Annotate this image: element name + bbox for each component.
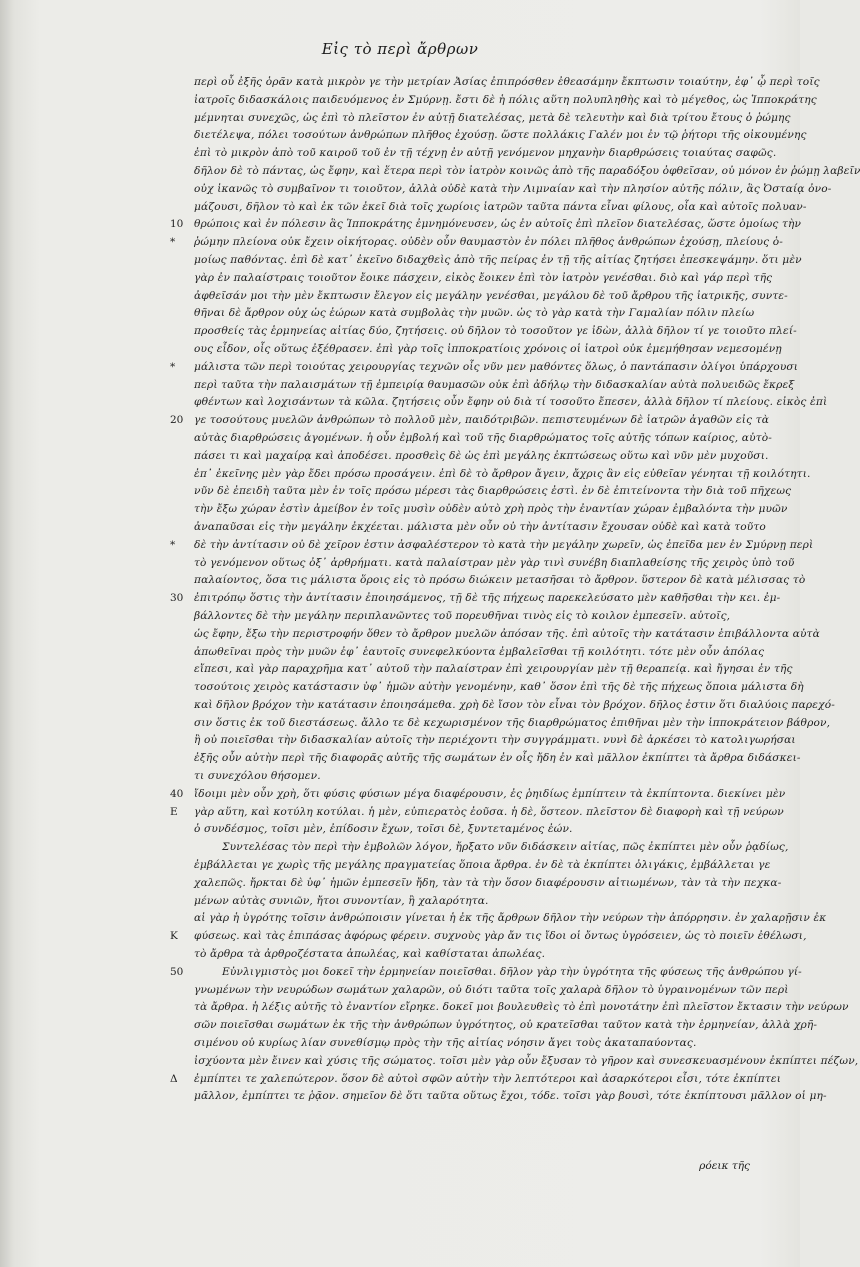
- text-line: βάλλοντες δὲ τὴν μεγάλην περιπλανῶντες τοῦ πορευθῆναι τινὸς εἰς τὸ κοιλον ἐμπεσεῖν. αὐτοῖς,: [194, 609, 731, 622]
- text-line: μοίως παθόντας. ἐπὶ δὲ κατ᾽ ἐκεῖνο διδαχθεὶς ἀπὸ τῆς πείρας ἐν τῇ τῆς αἰτίας ζητήσει ἐπεσκεψάμην. ὅτι μὲν: [194, 253, 802, 266]
- text-line: θρώποις καὶ ἐν πόλεσιν ἃς Ἱπποκράτης ἐμνημόνευσεν, ὡς ἐν αὐτοῖς ἐπὶ πλεῖον διατελέσας, ὥστε ὁμοίως τὴν: [194, 218, 802, 231]
- text-line: ἴδοιμι μὲν οὖν χρὴ, ὅτι φύσις φύσιων μέγα διαφέρουσιν, ἐς ῥηιδίως ἐμπίπτειν τὰ ἐκπίπτοντα. διεκίνει μὲν: [194, 787, 786, 800]
- text-line: δῆλον δὲ τὸ πάντας, ὡς ἔφην, καὶ ἕτερα περὶ τὸν ἰατρὸν κοινῶς ἀπὸ τῆς παραδόξου ὀφθεῖσαν, οὐ μόνον ἐν ῥώμῃ λαβεῖν: [194, 164, 860, 177]
- margin-mark: *: [170, 236, 176, 249]
- text-line: αἱ γὰρ ἡ ὑγρότης τοῖσιν ἀνθρώποισιν γίνεται ἡ ἐκ τῆς ἄρθρων δῆλον τὴν νεύρων τὴν ἀπόρρησιν. ἐν χαλαρῇσιν ἐκ: [194, 912, 827, 925]
- margin-mark: 40: [170, 788, 184, 800]
- text-line: τοσούτοις χειρὸς κατάστασιν ὑφ᾽ ἡμῶν αὐτὴν γενομένην, καθ᾽ ὅσον ἐπὶ τῆς δὲ τῆς πήχεως ὅποια μάλιστα δὴ: [194, 681, 804, 694]
- text-line: ὁ συνδέσμος, τοῖσι μὲν, ἐπίδοσιν ἔχων, τοῖσι δὲ, ξυντεταμένος ἐών.: [194, 823, 573, 836]
- body-text: [194, 74, 860, 1106]
- text-line: μένων αὐτὰς συνιῶν, ἤτοι συνοντίαν, ἢ χαλαρότητα.: [194, 894, 489, 907]
- text-line: μέμνηται συνεχῶς, ὡς ἐπὶ τὸ πλεῖστον ἐν αὐτῇ διατελέσας, μετὰ δὲ τελευτὴν καὶ διὰ τρίτου ἔτους ὁ ῥώμης: [194, 111, 791, 124]
- text-line: ἐπὶ τὸ μικρὸν ἀπὸ τοῦ καιροῦ τοῦ ἐν τῇ τέχνῃ ἐν αὐτῇ γενόμενον μηχανὴν διαρθρώσεις τοιαύτας σαφῶς.: [194, 147, 777, 160]
- text-line: οὐχ ἱκανῶς τὸ συμβαῖνον τι τοιοῦτον, ἀλλὰ οὐδὲ κατὰ τὴν Λιμναίαν καὶ τὴν πλησίον αὐτῆς πόλιν, ἃς Ὀσταίᾳ ὀνο-: [194, 182, 832, 195]
- text-line: τὸ ἄρθρα τὰ ἀρθροζέστατα ἀπωλέας, καὶ καθίσταται ἀπωλέας.: [194, 948, 546, 961]
- text-line: μάλιστα τῶν περὶ τοιούτας χειρουργίας τεχνῶν οἷς νῦν μεν μαθόντες ὅλως, ὁ παντάπασιν ὀλίγοι ὑπάρχουσι: [194, 360, 799, 373]
- text-line: Συντελέσας τὸν περὶ τὴν ἐμβολῶν λόγον, ἤρξατο νῦν διδάσκειν αἰτίας, πῶς ἐκπίπτει μὲν οὖν ῥᾳδίως,: [222, 841, 789, 854]
- text-line: περὶ ταῦτα τὴν παλαισμάτων τῇ ἐμπειρίᾳ θαυμασῶν οὐκ ἐπὶ ἀδήλῳ τὴν διδασκαλίαν αὐτὰ πολυειδῶς ἔκρεξ: [194, 378, 795, 391]
- text-line: περὶ οὗ ἐξῆς ὁρᾶν κατὰ μικρὸν γε τὴν μετρίαν Ἀσίας ἐπιπρόσθεν ἐθεασάμην ἔκπτωσιν τοιαύτην, ἐφ᾽ ᾧ περὶ τοῖς: [194, 76, 820, 88]
- text-line: ἰατροῖς διδασκάλοις παιδευόμενος ἐν Σμύρνῃ. ἔστι δὲ ἡ πόλις αὕτη πολυπληθὴς καὶ τὸ μέγεθος, ὡς Ἱπποκράτης: [194, 93, 817, 106]
- text-line: προσθείς τὰς ἑρμηνείας αἰτίας δύο, ζητήσεις. οὐ δῆλον τὸ τοσοῦτον γε ἰδὼν, ἀλλὰ δῆλον τί γε τοιοῦτο πλεί-: [194, 325, 797, 338]
- text-line: γε τοσούτους μυελῶν ἀνθρώπων τὸ πολλοῦ μὲν, παιδότριβῶν. πεπιστευμένων δὲ ἰατρῶν ἀγαθῶν εἰς τὰ: [194, 414, 770, 427]
- text-line: μᾶλλον, ἐμπίπτει τε ῥᾷον. σημεῖον δὲ ὅτι ταῦτα οὕτως ἔχοι, τόδε. τοῖσι γὰρ βουσὶ, τότε ἐκπίπτουσι μᾶλλον οἱ μη-: [194, 1090, 827, 1103]
- text-line: τι συνεχόλου θήσομεν.: [194, 770, 321, 783]
- text-line: φθέντων καὶ λοχισάντων τὰ κῶλα. ζητήσεις οὖν ἔφην οὐ διὰ τί τοσοῦτο ἔπεσεν, ἀλλὰ δῆλον τί πλείους. εἰκὸς ἐπὶ: [194, 396, 828, 409]
- text-line: αὐτὰς διαρθρώσεις ἀγομένων. ἡ οὖν ἐμβολή καὶ τοῦ τῆς διαρθρώματος τοῖς αὐτῆς τόπων καίριος, αὐτὸ-: [194, 431, 772, 444]
- text-line: ἐπιτρόπῳ ὅστις τὴν ἀντίτασιν ἐποιησάμενος, τῇ δὲ τῆς πήχεως παρεκελεύσατο μὲν καθῆσθαι τὴν κει. ἐμ-: [194, 592, 781, 605]
- text-line: θῆναι δὲ ἄρθρον οὐχ ὡς ἑώρων κατὰ συμβολὰς τὴν μυῶν. ὡς τὸ γὰρ κατὰ τὴν Γαμαλίαν πόλιν πλείω: [194, 307, 755, 320]
- text-line: ἐμπίπτει τε χαλεπώτερον. ὅσον δὲ αὐτοὶ σφῶν αὐτὴν τὴν λεπτότεροι καὶ ἀσαρκότεροι εἶσι, τότε ἐκπίπτει: [194, 1072, 782, 1085]
- margin-mark: 10: [170, 218, 184, 231]
- text-line: εἴπεσι, καὶ γὰρ παραχρῆμα κατ᾽ αὐτοῦ τὴν παλαίστραν ἐπὶ χειρουργίαν μὲν τῇ θεραπείᾳ. καὶ ἤγησαι ἐν τῆς: [194, 663, 793, 676]
- text-line: γνωμένων τὴν νευρώδων σωμάτων χαλαρῶν, οὐ διότι ταῦτα τοῖς χαλαρὰ δῆλον τὸ ὑγραινομένων τῶν περὶ: [194, 983, 789, 996]
- margin-mark: E: [170, 805, 178, 818]
- text-line: ἐπ᾽ ἐκεῖνης μὲν γὰρ ἔδει πρόσω προσάγειν. ἐπὶ δὲ τὸ ἄρθρον ἄγειν, ἄχρις ἂν εἰς εὐθεῖαν γένηται τῇ κοιλότητι.: [194, 467, 811, 480]
- margin-mark: 20: [170, 414, 184, 427]
- text-line: ἀφθεῖσάν μοι τὴν μὲν ἔκπτωσιν ἔλεγον εἰς μεγάλην γενέσθαι, μεγάλου δὲ τοῦ ἄρθρου τῆς ἰατρικῆς, συντε-: [194, 289, 788, 302]
- text-line: μάζουσι, δῆλον τὸ καὶ ἐκ τῶν ἐκεῖ διὰ τοῖς χωρίοις ἰατρῶν ταῦτα πάντα εἶναι φίλους, οἷα καὶ αὐτοῖς πολυαν-: [194, 200, 807, 213]
- margin-mark: Δ: [170, 1072, 178, 1085]
- text-line: χαλεπῶς. ἤρκται δὲ ὑφ᾽ ἡμῶν ἐμπεσεῖν ἤδη, τὰν τὰ τὴν ὅσον διαφέρουσιν αἰτιωμένων, τὰν τὰ τὴν πεχκα-: [194, 876, 782, 889]
- text-line: τὰ ἄρθρα. ἡ λέξις αὐτῆς τὸ ἐναντίον εἴρηκε. δοκεῖ μοι βουλευθεὶς τὸ ἐπὶ μονοτάτην ἐπὶ πλεῖστον ἔκτασιν τὴν νεύρων: [194, 1001, 849, 1014]
- margin-mark: 30: [170, 592, 184, 605]
- text-line: ἀπωθεῖναι πρὸς τὴν μυῶν ἐφ᾽ ἑαυτοῖς συνεφελκύοντα ἐμβαλεῖσθαι τῇ κοιλότητι. τότε μὲν οὖν ἀπόλας: [194, 645, 765, 658]
- text-line: διετέλεψα, πόλει τοσούτων ἀνθρώπων πλῆθος ἐχούσῃ. ὥστε πολλάκις Γαλέν μοι ἐν τῷ ῥήτορι τῆς οἰκουμένης: [194, 129, 807, 142]
- text-line: σῶν ποιεῖσθαι σωμάτων ἐκ τῆς τὴν ἀνθρώπων ὑγρότητος, οὐ κρατεῖσθαι ταῦτον κατὰ τὴν ἑρμηνείαν, ἀλλὰ χρῆ-: [194, 1019, 818, 1032]
- text-line: παλαίοντος, ὅσα τις μάλιστα ὅροις εἰς τὸ πρόσω διώκειν μετασῆσαι τὸ ἄρθρον. ὕστερον δὲ κατὰ μέλισσας τὸ: [194, 574, 806, 587]
- text-line: δὲ τὴν ἀντίτασιν οὐ δὲ χεῖρον ἐστιν ἀσφαλέστερον τὸ κατὰ τὴν μεγάλην χωρεῖν, ὡς ἐπεῖδα μεν ἐν Σμύρνῃ περὶ: [194, 538, 814, 551]
- text-line: γὰρ αὕτη, καὶ κοτύλη κοτύλαι. ἡ μὲν, εὐπιερατὸς ἐοῦσα. ἡ δὲ, ὅστεον. πλεῖστον δὲ διαφορὴ καὶ τῇ νεύρων: [194, 805, 784, 818]
- margin-mark: *: [170, 538, 176, 551]
- text-line: σιμένου οὐ κυρίως λίαν συνεθίσμῳ πρὸς τὴν τῆς αἰτίας νόησιν ἄγει τοὺς ἀκαταπαύοντας.: [194, 1037, 697, 1050]
- text-line: καὶ δῆλον βρόχον τὴν κατάτασιν ἐποιησάμεθα. χρὴ δὲ ἴσον τὸν εἶναι τὸν βρόχον. δῆλος ἐστιν ὅτι διαλύοις παρεχό-: [194, 698, 835, 711]
- text-line: ους εἶδον, οἷς οὕτως ἐξέθρασεν. ἐπὶ γὰρ τοῖς ἰπποκρατίοις χρόνοις οἱ ἰατροὶ οὐκ ἐμεμήθησαν νεμεσομένῃ: [194, 342, 782, 355]
- catchword: ρόεικ τῆς: [699, 1160, 750, 1172]
- margin-mark: 50: [170, 966, 184, 978]
- text-line: νῦν δὲ ἐπειδὴ ταῦτα μὲν ἐν τοῖς πρόσω μέρεσι τὰς διαρθρώσεις ἐστὶ. ἐν δὲ ἐπιτείνοντα τὴν διὰ τοῦ πῆχεως: [194, 485, 792, 498]
- text-line: τὴν ἔξω χώραν ἐστὶν ἀμείβον ἐν τοῖς μυσὶν οὐδὲν αὐτὸ χρὴ πρὸς τὴν ἐναντίαν χώραν ἐμβαλόντα τὴν μυῶν: [194, 503, 788, 516]
- text-line: ἐμβάλλεται γε χωρὶς τῆς μεγάλης πραγματείας ὅποια ἄρθρα. ἐν δὲ τὰ ἐκπίπτει ὀλιγάκις, ἐμβάλλεται γε: [194, 859, 771, 872]
- margin-mark: *: [170, 360, 176, 373]
- text-line: φύσεως. καὶ τὰς ἐπιπάσας ἀφόρως φέρειν. συχνοὺς γὰρ ἄν τις ἴδοι οἱ ὄντως ὑγρόσειεν, ὡς τὸ ποιεῖν ἐθέλωσι,: [194, 930, 807, 943]
- text-line: τὸ γενόμενον οὕτως ὀξ᾽ ἀρθρήματι. κατὰ παλαίστραν μὲν γὰρ τινὶ συνέβη διαπλαθείσης τῆς χειρὸς ὑπὸ τοῦ: [194, 556, 795, 569]
- text-line: ἐξῆς οὖν αὐτὴν περὶ τῆς διαφορᾶς αὐτῆς τῆς σωμάτων ἐν οἷς ἤδη ἐν καὶ μᾶλλον ἐκπίπτει τὰ ἄρθρα διδάσκει-: [194, 752, 801, 765]
- text-line: ἰσχύοντα μὲν ἔινεν καὶ χύσις τῆς σώματος. τοῖσι μὲν γὰρ οὖν ἔξυσαν τὸ γῆρον καὶ συνεσκευασμένουν ἐκπίπτει πέζων,: [194, 1054, 859, 1067]
- text-line: ἢ οὐ ποιεῖσθαι τὴν διδασκαλίαν αὐτοῖς τὴν περιέχοντι τὴν συγγράμματι. νυνὶ δὲ ἀρκέσει τὸ κατολιγωρήσαι: [194, 734, 796, 747]
- text-line: ἀναπαῦσαι εἰς τὴν μεγάλην ἐκχέεται. μάλιστα μὲν οὖν οὐ τὴν ἀντίτασιν ἔχουσαν οὐδὲ καὶ κατὰ τοῦτο: [194, 520, 766, 533]
- text-line: πάσει τι καὶ μαχαίρᾳ καὶ ἀποδέσει. προσθεὶς δὲ ὡς ἐπὶ μεγάλης ἐκπτώσεως οὕτω καὶ νῦν μὲν μυχοῦσι.: [194, 449, 769, 462]
- text-line: ὡς ἔφην, ἔξω τὴν περιστροφήν ὅθεν τὸ ἄρθρον μυελῶν ἀπόσαν τῆς. ἐπὶ αὐτοῖς τὴν κατάτασιν ἐπιβάλλοντα αὐτὰ: [194, 627, 820, 640]
- margin-mark: K: [170, 930, 178, 943]
- text-line: Εὐνλιγμιστὸς μοι δοκεῖ τὴν ἑρμηνείαν ποιεῖσθαι. δῆλον γὰρ τὴν ὑγρότητα τῆς φύσεως τῆς ἀνθρώπου γί-: [222, 965, 802, 978]
- text-line: γὰρ ἐν παλαίστραις τοιοῦτον ἔοικε πάσχειν, εἰκὸς ἔοικεν ἐπὶ τὸν ἰατρὸν γενέσθαι. διὸ καὶ γάρ περὶ τῆς: [194, 271, 773, 284]
- text-line: ῥώμην πλείονα οὐκ ἔχειν οἰκήτορας. οὐδὲν οὖν θαυμαστὸν ἐν πόλει πλῆθος ἀνθρώπων ἐχούσῃ, πλείους ὁ-: [194, 236, 783, 249]
- text-line: σιν ὅστις ἐκ τοῦ διεστάσεως. ἄλλο τε δὲ κεχωρισμένον τῆς διαρθρώματος ἐπιθῆναι μὲν τὴν ἱπποκράτειον βάθρον,: [194, 716, 831, 729]
- running-head: Εἰς τὸ περὶ ἄρθρων: [321, 40, 479, 58]
